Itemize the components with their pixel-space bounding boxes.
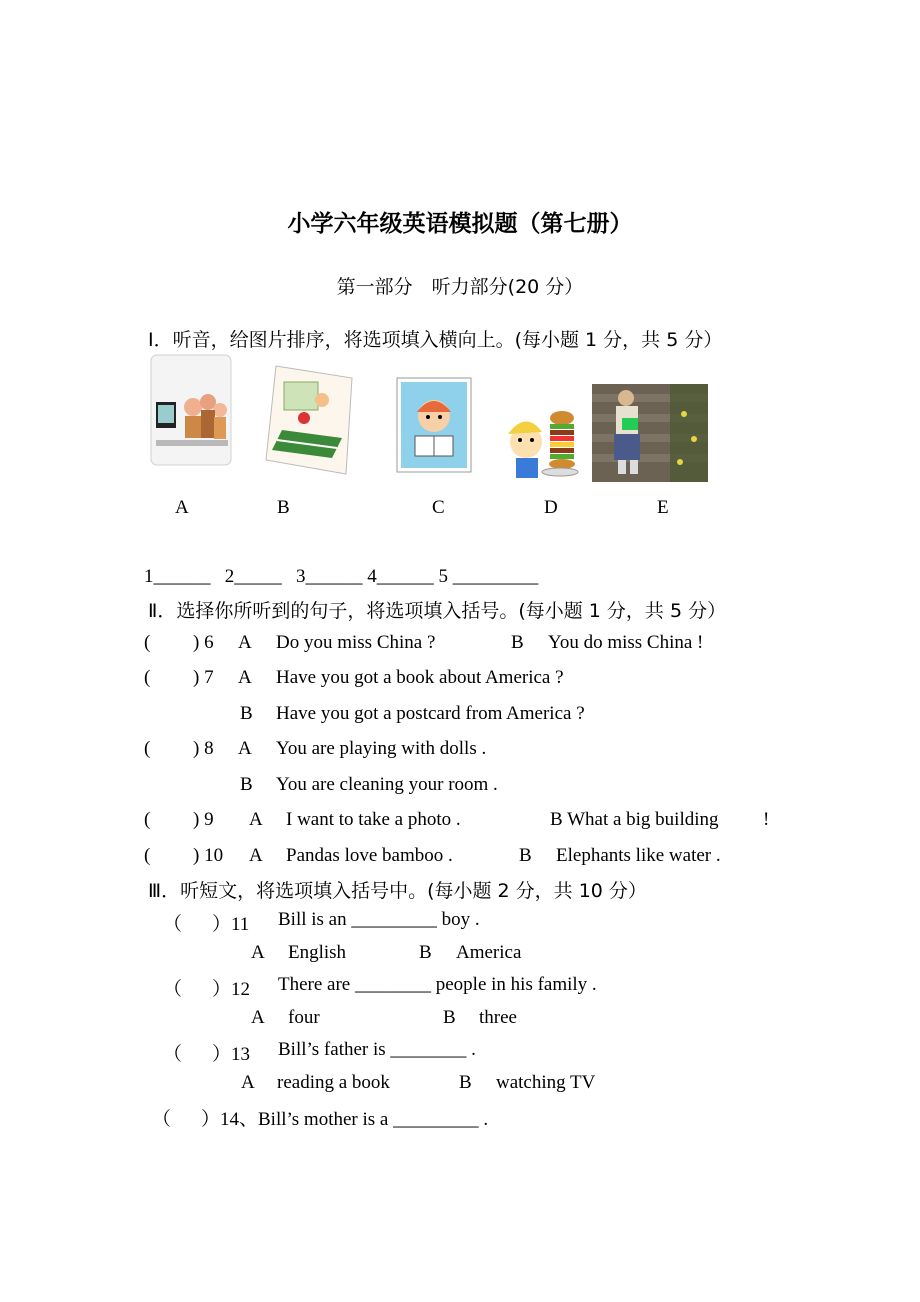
q8-b-text: You are cleaning your room .: [276, 774, 498, 795]
q11-b-key: B: [419, 942, 432, 963]
q9-paren: (: [144, 809, 151, 830]
q10-a-key: A: [249, 845, 263, 866]
picture-label-c: C: [432, 497, 445, 518]
q10-b-key: B: [519, 845, 532, 866]
q12-a-text: four: [288, 1007, 320, 1028]
q6-number: ) 6: [193, 632, 214, 653]
q10-paren: (: [144, 845, 151, 866]
q6-a-key: A: [238, 632, 252, 653]
q8-a-text: You are playing with dolls .: [276, 738, 487, 759]
q9-number: ) 9: [193, 809, 214, 830]
q6-a-text: Do you miss China ?: [276, 632, 436, 653]
q7-a-key: A: [238, 667, 252, 688]
q10-a-text: Pandas love bamboo .: [286, 845, 453, 866]
q8-b-key: B: [240, 774, 253, 795]
q12-b-key: B: [443, 1007, 456, 1028]
q13-b-key: B: [459, 1072, 472, 1093]
q11-text: Bill is an _________ boy .: [278, 909, 480, 930]
q9-b-text: B What a big building: [550, 809, 719, 830]
q9-exclamation: !: [763, 809, 770, 830]
q11-number: ）11: [212, 914, 250, 935]
section2-heading: Ⅱ．选择你所听到的句子，将选项填入括号。(每小题 1 分，共 5 分）: [148, 600, 727, 622]
q6-b-key: B: [511, 632, 524, 653]
q8-number: ) 8: [193, 738, 214, 759]
q8-a-key: A: [238, 738, 252, 759]
q7-paren: (: [144, 667, 151, 688]
q10-b-text: Elephants like water .: [556, 845, 721, 866]
q7-a-text: Have you got a book about America ?: [276, 667, 564, 688]
q7-number: ) 7: [193, 667, 214, 688]
q12-a-key: A: [251, 1007, 265, 1028]
section1-heading: Ⅰ．听音，给图片排序，将选项填入横向上。(每小题 1 分，共 5 分）: [148, 329, 723, 351]
family-watching-tv-picture: [148, 352, 234, 468]
q13-b-text: watching TV: [496, 1072, 596, 1093]
q13-a-text: reading a book: [277, 1072, 390, 1093]
q14-paren: （: [152, 1109, 172, 1130]
q8-paren: (: [144, 738, 151, 759]
page-title: 小学六年级英语模拟题（第七册）: [287, 211, 633, 237]
q13-paren: （: [163, 1044, 183, 1065]
part-heading: 第一部分 听力部分(20 分）: [336, 276, 584, 298]
q11-paren: （: [163, 914, 183, 935]
q11-a-key: A: [251, 942, 265, 963]
order-answer-line: 1______ 2_____ 3______ 4______ 5 _________: [144, 566, 539, 587]
q14-text: ）14、Bill’s mother is a _________ .: [201, 1109, 489, 1130]
girl-reading-picture: [395, 376, 475, 476]
q12-text: There are ________ people in his family .: [278, 974, 597, 995]
q10-number: ) 10: [193, 845, 224, 866]
q11-b-text: America: [456, 942, 522, 963]
q12-number: ）12: [212, 979, 251, 1000]
ping-pong-picture: [262, 360, 358, 478]
q6-paren: (: [144, 632, 151, 653]
q12-b-text: three: [479, 1007, 517, 1028]
picture-label-a: A: [175, 497, 189, 518]
q9-a-key: A: [249, 809, 263, 830]
q7-b-text: Have you got a postcard from America ?: [276, 703, 585, 724]
q13-text: Bill’s father is ________ .: [278, 1039, 476, 1060]
picture-label-e: E: [657, 497, 669, 518]
boy-hamburger-picture: [498, 404, 582, 484]
q9-a-text: I want to take a photo .: [286, 809, 461, 830]
section3-heading: Ⅲ．听短文，将选项填入括号中。(每小题 2 分，共 10 分）: [148, 880, 647, 902]
picture-label-b: B: [277, 497, 290, 518]
q6-b-text: You do miss China !: [548, 632, 704, 653]
q12-paren: （: [163, 979, 183, 1000]
q11-a-text: English: [288, 942, 347, 963]
q13-number: ）13: [212, 1044, 251, 1065]
q7-b-key: B: [240, 703, 253, 724]
picture-label-d: D: [544, 497, 558, 518]
q13-a-key: A: [241, 1072, 255, 1093]
woman-reading-on-steps-photo: [592, 384, 708, 482]
